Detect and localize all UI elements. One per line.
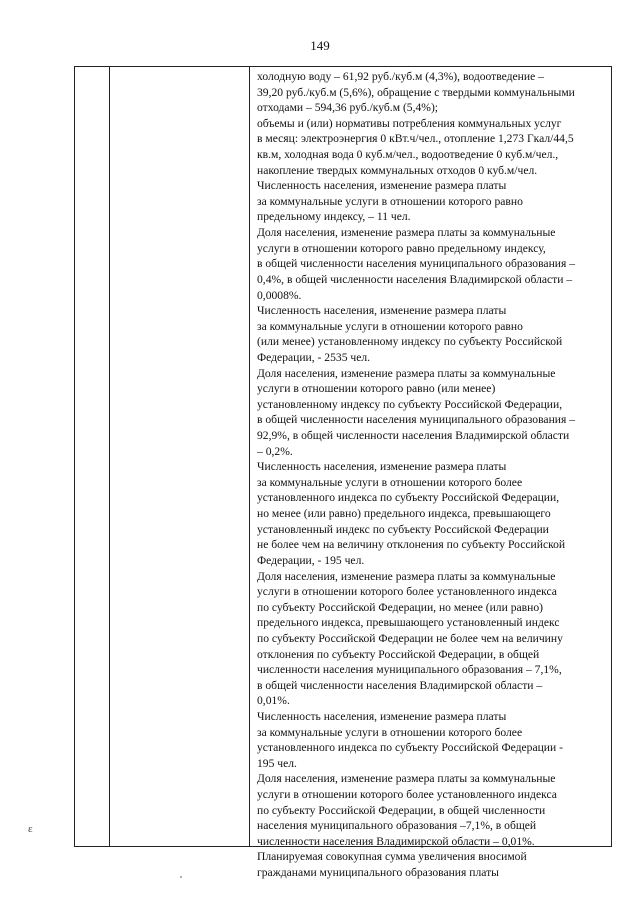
text-line: установленного индекса по субъекту Российской Федерации, [257,491,560,505]
text-line: Доля населения, изменение размера платы за коммунальные [257,226,556,240]
text-line: Федерации, - 195 чел. [257,553,365,567]
text-line: гражданами муниципального образования платы [257,866,499,880]
text-line: услуги в отношении которого более установленного индекса [257,585,557,599]
text-line: предельного индекса, превышающего установленный индекс [257,616,560,630]
column-divider-1 [109,67,110,846]
text-line: отклонения по субъекту Российской Федерации, в общей [257,647,540,661]
text-line: кв.м, холодная вода 0 куб.м/чел., водоотведение 0 куб.м/чел., [257,148,559,162]
text-line: 195 чел. [257,756,297,770]
text-line: в общей численности населения муниципального образования – [257,413,576,427]
text-line: отходами – 594,36 руб./куб.м (5,4%); [257,101,439,115]
text-line: Планируемая совокупная сумма увеличения вносимой [257,850,527,864]
text-line: – 0,2%. [257,444,293,458]
text-line: установленному индексу по субъекту Российской Федерации, [257,397,563,411]
text-line: услуги в отношении которого равно предельному индексу, [257,241,546,255]
column-divider-2 [249,67,250,846]
text-line: за коммунальные услуги в отношении которого более [257,725,523,739]
text-line: объемы и (или) нормативы потребления коммунальных услуг [257,116,562,130]
text-line: численности населения Владимирской области – 0,01%. [257,834,535,848]
text-line: 39,20 руб./куб.м (5,6%), обращение с твердыми коммунальными [257,85,575,99]
text-line: Доля населения, изменение размера платы за коммунальные [257,772,556,786]
scan-speck [180,876,182,878]
text-line: но менее (или равно) предельного индекса, превышающего [257,507,551,521]
text-line: предельному индексу, – 11 чел. [257,210,411,224]
text-line: холодную воду – 61,92 руб./куб.м (4,3%), водоотведение – [257,70,544,83]
text-line: установленного индекса по субъекту Российской Федерации - [257,741,563,755]
text-line: услуги в отношении которого равно (или менее) [257,382,496,396]
text-line: услуги в отношении которого более установленного индекса [257,788,557,802]
text-line: Численность населения, изменение размера платы [257,179,507,193]
text-line: 0,0008%. [257,288,302,302]
text-line: в общей численности населения Владимирской области – [257,678,543,692]
text-line: 0,4%, в общей численности населения Владимирской области – [257,272,573,286]
text-line: за коммунальные услуги в отношении которого более [257,475,523,489]
text-line: Численность населения, изменение размера платы [257,709,507,723]
text-line: по субъекту Российской Федерации не более чем на величину [257,631,563,645]
text-line: Федерации, - 2535 чел. [257,350,371,364]
text-line: не более чем на величину отклонения по субъекту Российской [257,538,566,552]
text-line: Численность населения, изменение размера платы [257,304,507,318]
text-line: Доля населения, изменение размера платы за коммунальные [257,569,556,583]
margin-mark: ε [28,823,33,835]
text-line: по субъекту Российской Федерации, в общей численности [257,803,546,817]
text-line: установленный индекс по субъекту Российской Федерации [257,522,549,536]
text-line: Доля населения, изменение размера платы за коммунальные [257,366,556,380]
text-line: по субъекту Российской Федерации, но менее (или равно) [257,600,543,614]
text-line: за коммунальные услуги в отношении которого равно [257,194,523,208]
document-table [74,66,612,880]
text-line: в месяц: электроэнергия 0 кВт.ч/чел., отопление 1,273 Гкал/44,5 [257,132,574,146]
table-cell-text [257,69,611,881]
text-line: численности населения муниципального образования – 7,1%, [257,663,562,677]
text-line: Численность населения, изменение размера платы [257,460,507,474]
text-line: в общей численности населения муниципального образования – [257,257,576,271]
text-line: (или менее) установленному индексу по субъекту Российской [257,335,563,349]
text-line: накопление твердых коммунальных отходов 0 куб.м/чел. [257,163,538,177]
page-number: 149 [310,38,330,53]
text-line: 0,01%. [257,694,290,708]
text-line: за коммунальные услуги в отношении которого равно [257,319,523,333]
text-line: 92,9%, в общей численности населения Владимирской области [257,429,570,443]
text-line: населения муниципального образования –7,1%, в общей [257,819,537,833]
